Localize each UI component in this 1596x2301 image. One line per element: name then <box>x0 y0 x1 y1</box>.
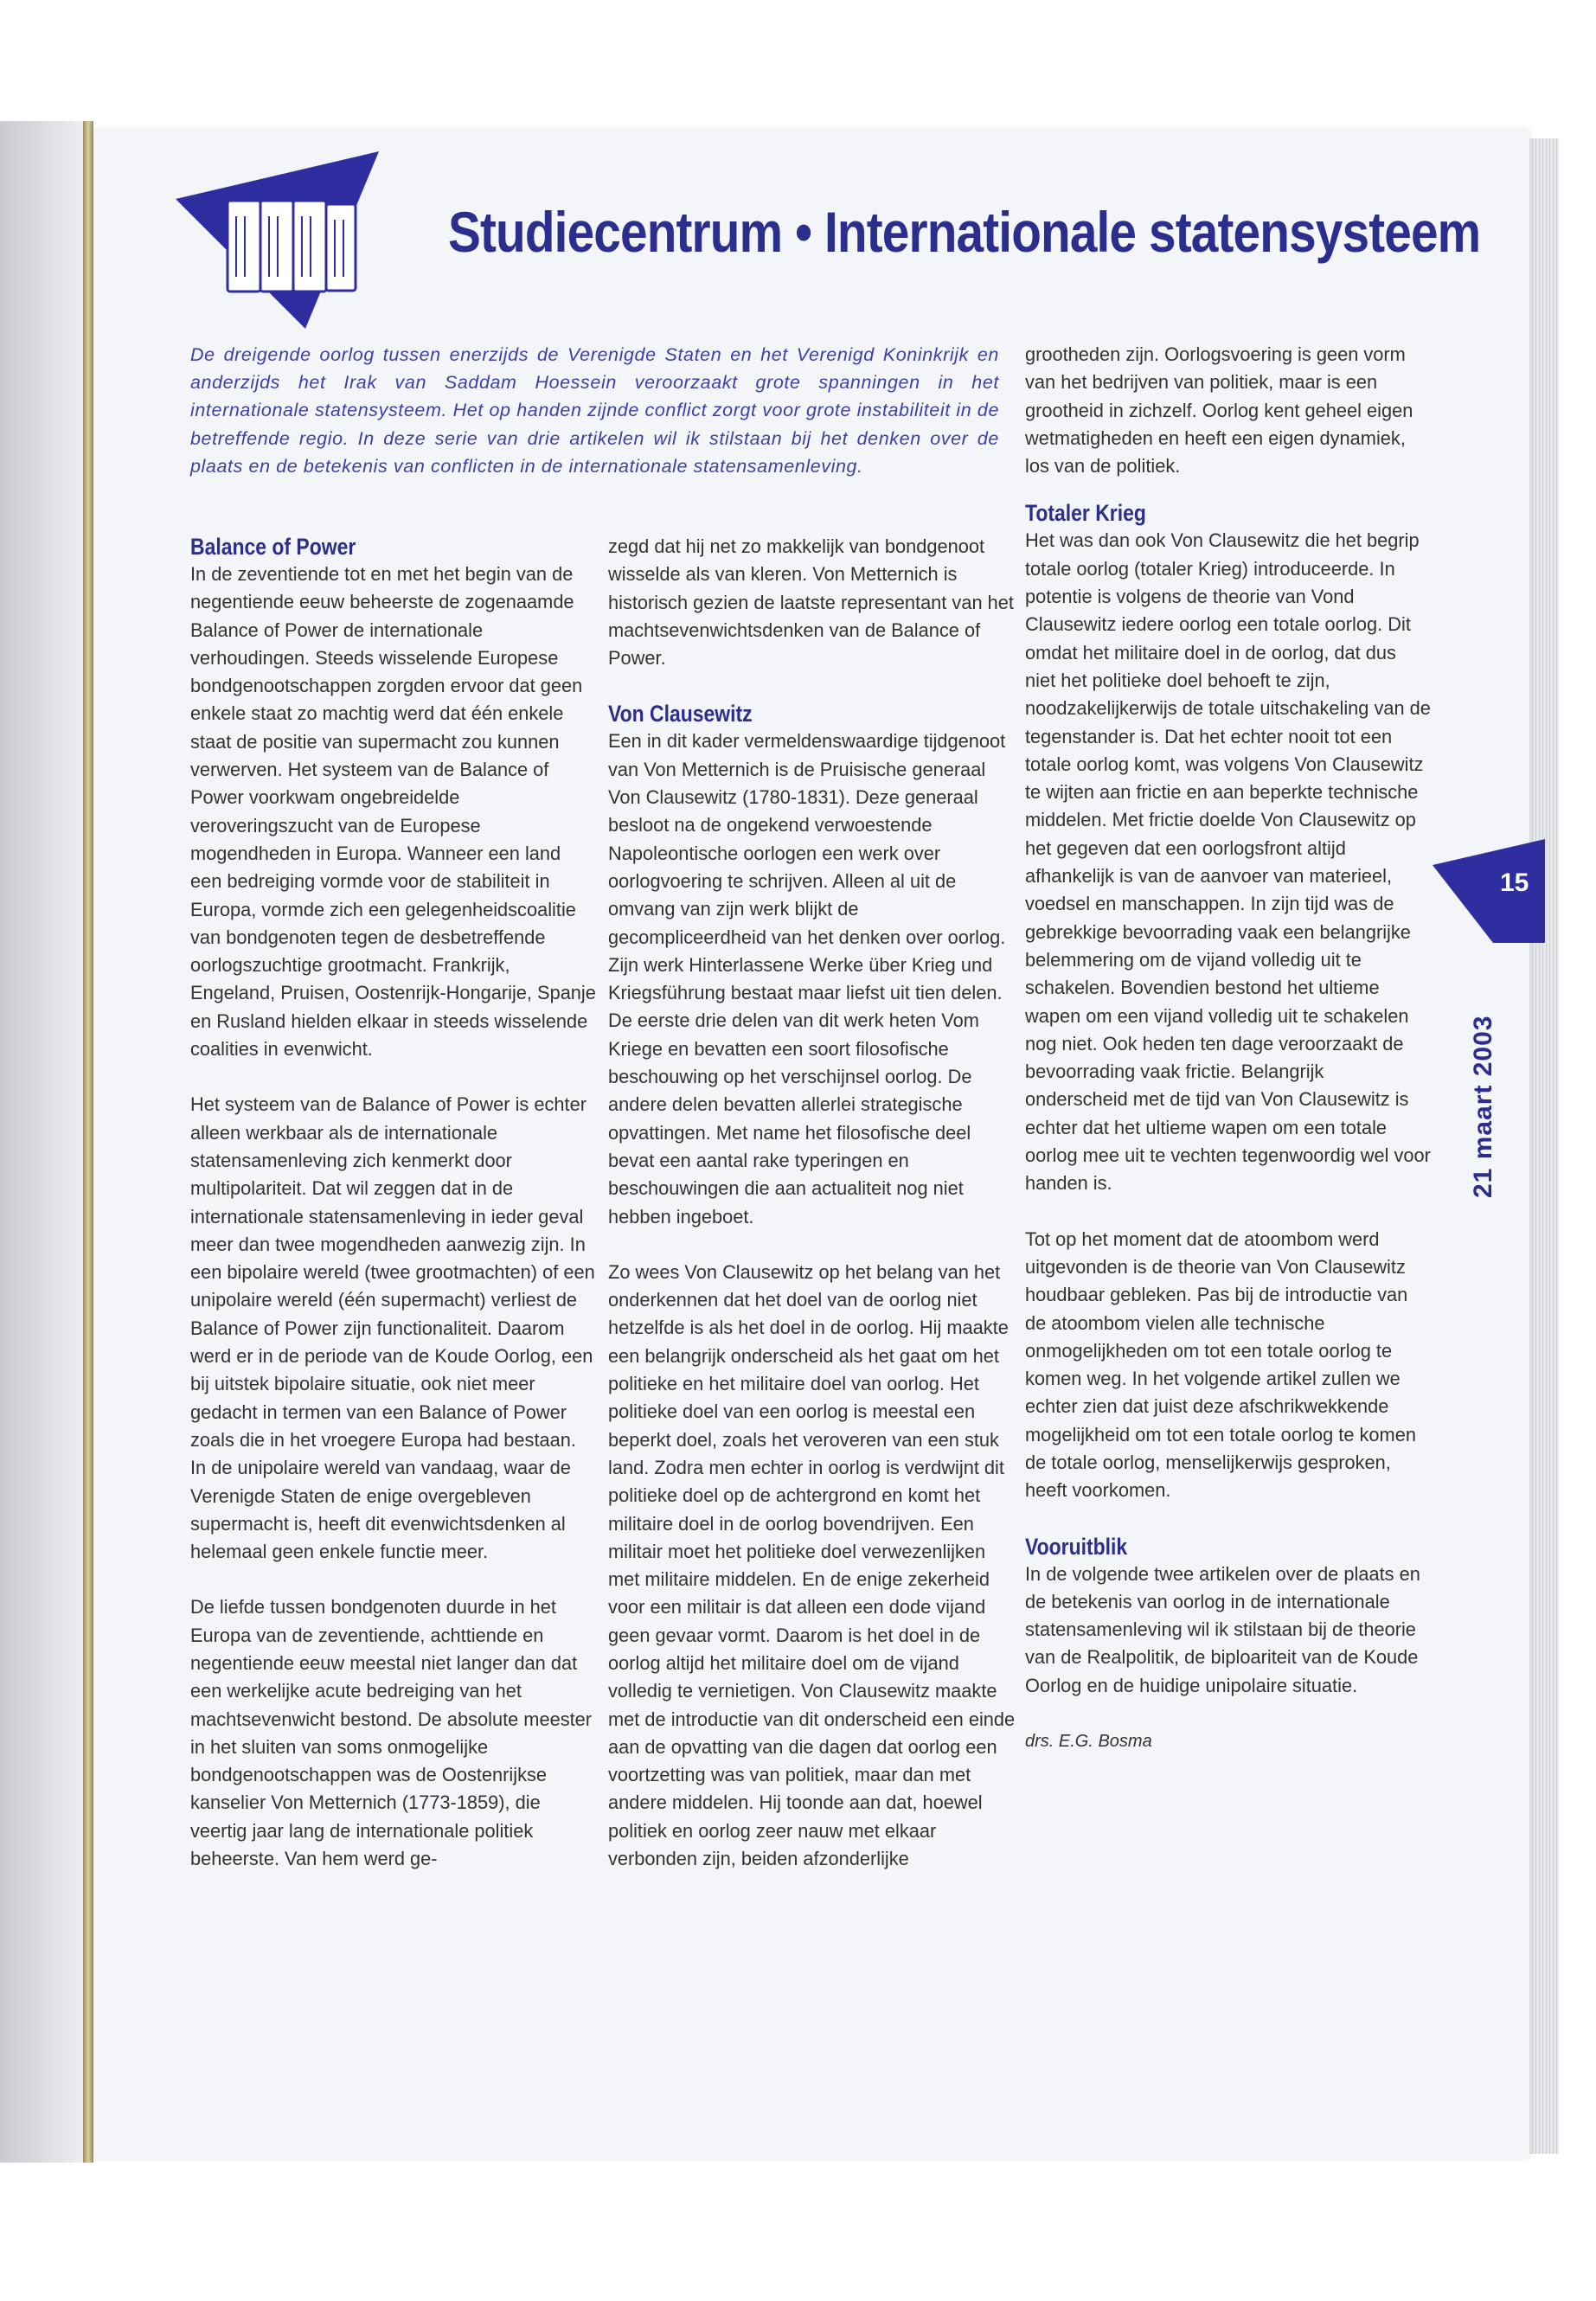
section-heading-balance-of-power: Balance of Power <box>190 534 356 560</box>
page-number: 15 <box>1500 868 1529 897</box>
paragraph: Het systeem van de Balance of Power is echter alleen werkbaar als de internationale statensamenleving zich kenmerkt door multipolariteit. Dat wil zeggen dat in de internationale statensamenleving in ieder geval meer dan twee mogendheden aanwezig zijn. In een bipolaire wereld (twee grootmachten) of een unipolaire wereld (één supermacht) verliest de Balance of Power zijn functionaliteit. Daarom werd er in de periode van de Koude Oorlog, een bij uitstek bipolaire situatie, ook niet meer gedacht in termen van een Balance of Power zoals die in het vroegere Europa had bestaan. In de unipolaire wereld van vandaag, waar de Verenigde Staten de enige overgebleven supermacht is, heeft dit evenwichtsdenken al helemaal geen enkele functie meer. <box>190 1093 595 1563</box>
paragraph: In de volgende twee artikelen over de plaats en de betekenis van oorlog in de internationale statensamenleving wil ik stilstaan bij de theorie van de Realpolitik, de biploariteit van de Koude Oorlog en de huidige unipolaire situatie. <box>1025 1562 1420 1696</box>
paragraph: zegd dat hij net zo makkelijk van bondgenoot wisselde als van kleren. Von Metternich is historisch gezien de laatste representant van het machtsevenwichtsdenken van de Balance of Power. <box>608 535 1014 670</box>
paragraph: Het was dan ook Von Clausewitz die het begrip totale oorlog (totaler Krieg) introduceerde. In potentie is volgens de theorie van Vond Clausewitz iedere oorlog een totale oorlog. Dit omdat het militaire doel in de oorlog, dat dus niet het politieke doel behoeft te zijn, noodzakelijkerwijs de totale uitschakeling van de tegenstander is. Dat het echter nooit tot een totale oorlog komt, was volgens Von Clausewitz te wijten aan frictie en aan beperkte technische middelen. Met frictie doelde Von Clausewitz op het gegeven dat een oorlogsfront altijd afhankelijk is van de aanvoer van materieel, voedsel en manschappen. In zijn tijd was de gebrekkige bevoorrading vaak een belangrijke belemmering om de vijand volledig uit te schakelen. Bovendien bestond het ultieme wapen om een vijand volledig uit te schakelen nog niet. Ook heden ten dage veroorzaakt de bevoorrading vaak frictie. Belangrijk onderscheid met de tijd van Von Clausewitz is echter dat het ultieme wapen om een totale oorlog mee uit te vechten tegenwoordig wel voor handen is. <box>1025 529 1431 1195</box>
column-1 <box>190 533 597 1900</box>
paragraph: grootheden zijn. Oorlogsvoering is geen vorm van het bedrijven van politiek, maar is een grootheid in zichzelf. Oorlog kent geheel eigen wetmatigheden en heeft een eigen dynamiek, los van de politiek. <box>1025 343 1413 478</box>
paragraph: Een in dit kader vermeldenswaardige tijdgenoot van Von Metternich is de Pruisische generaal Von Clausewitz (1780-1831). Deze generaal besloot na de ongekend verwoestende Napoleontische oorlogen een werk over oorlogvoering te schrijven. Alleen al uit de omvang van zijn werk blijkt de gecompliceerdheid van het denken over oorlog. Zijn werk Hinterlassene Werke über Krieg und Kriegsführung bestaat maar liefst uit tien delen. De eerste drie delen van dit werk heten Vom Kriege en bevatten een soort filosofische beschouwing op het verschijnsel oorlog. De andere delen bevatten allerlei strategische opvattingen. Met name het filosofische deel bevat een aantal rake typeringen en beschouwingen die aan actualiteit nog niet hebben ingeboet. <box>608 730 1006 1227</box>
paragraph: De liefde tussen bondgenoten duurde in het Europa van de zeventiende, achttiende en negentiende eeuw meestal niet langer dan dat een werkelijke acute bedreiging van het machtsevenwicht bestond. De absolute meester in het sluiten van soms onmogelijke bondgenootschappen was de Oostenrijkse kanselier Von Metternich (1773-1859), die veertig jaar lang de internationale politiek beheerste. Van hem werd ge- <box>190 1596 593 1870</box>
issue-date: 21 maart 2003 <box>1469 1015 1497 1198</box>
paragraph: In de zeventiende tot en met het begin van de negentiende eeuw beheerste de zogenaamde Balance of Power de internationale verhoudingen. Steeds wisselende Europese bondgenootschappen zorgden ervoor dat geen enkele staat zo machtig werd dat één enkele staat de positie van supermacht zou kunnen verwerven. Het systeem van de Balance of Power voorkwam ongebreidelde veroveringszucht van de Europese mogendheden in Europa. Wanneer een land een bedreiging vormde voor de stabiliteit in Europa, vormde zich een gelegenheidscoalitie van bondgenoten tegen de desbetreffende oorlogszuchtige grootmacht. Frankrijk, Engeland, Pruisen, Oostenrijk-Hongarije, Spanje en Rusland hielden elkaar in steeds wisselende coalities in evenwicht. <box>190 563 596 1061</box>
column-3 <box>1025 341 1432 1783</box>
page-number-tab <box>1433 839 1545 943</box>
page-title: Studiecentrum • Internationale statensysteem <box>448 200 1481 264</box>
magazine-page <box>93 130 1529 2158</box>
author-signature: drs. E.G. Bosma <box>1025 1732 1152 1752</box>
books-on-triangle-icon <box>167 147 392 329</box>
paragraph: Tot op het moment dat de atoombom werd uitgevonden is de theorie van Von Clausewitz houdbaar gebleken. Pas bij de introductie van de atoombom vielen alle technische onmogelijkheden om tot een totale oorlog te komen weg. In het volgende artikel zullen we echter zien dat juist deze afschrikwekkende mogelijkheid om tot een totale oorlog te komen de totale oorlog, menselijkerwijs gesproken, heeft voorkomen. <box>1025 1227 1416 1502</box>
paragraph: Zo wees Von Clausewitz op het belang van het onderkennen dat het doel van de oorlog niet hetzelfde is als het doel in de oorlog. Hij maakte een belangrijk onderscheid als het gaat om het politieke en het militaire doel van oorlog. Het politieke doel van een oorlog is meestal een beperkt doel, zoals het veroveren van een stuk land. Zodra men echter in oorlog is verdwijnt dit politieke doel op de achtergrond en komt het militaire doel in de oorlog bovendrijven. Een militair moet het politieke doel verwezenlijken met militaire middelen. En de enige zekerheid voor een militair is dat alleen een dode vijand geen gevaar vormt. Daarom is het doel in de oorlog altijd het militaire doel om de vijand volledig te vernietigen. Von Clausewitz maakte met de introductie van dit onderscheid een einde aan de opvatting van die dagen dat oorlog een voortzetting was van politiek, maar dan met andere middelen. Hij toonde aan dat, hoewel politiek en oorlog zeer nauw met elkaar verbonden zijn, beiden afzonderlijke <box>608 1260 1016 1870</box>
section-heading-vooruitblik: Vooruitblik <box>1025 1533 1128 1560</box>
page-edges <box>1529 138 1559 2154</box>
book-gutter-shadow <box>0 121 87 2163</box>
column-2 <box>608 533 1019 1900</box>
book-spine <box>83 121 93 2163</box>
article-intro: De dreigende oorlog tussen enerzijds de Verenigde Staten en het Verenigd Koninkrijk en anderzijds het Irak van Saddam Hoessein veroorzaakt grote spanningen in het internationale statensysteem. Het op handen zijnde conflict zorgt voor grote instabiliteit in de betreffende regio. In deze serie van drie artikelen wil ik stilstaan bij het denken over de plaats en de betekenis van conflicten in de internationale statensamenleving. <box>190 344 999 477</box>
section-heading-totaler-krieg: Totaler Krieg <box>1025 500 1146 527</box>
section-heading-von-clausewitz: Von Clausewitz <box>608 701 753 727</box>
